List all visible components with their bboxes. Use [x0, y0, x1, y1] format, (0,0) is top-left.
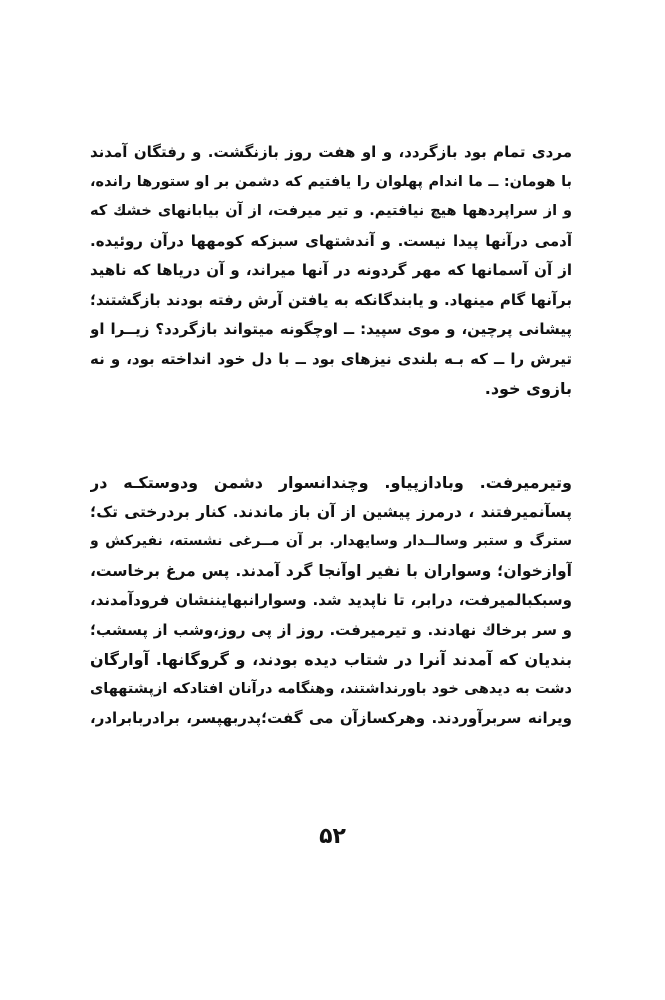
text-line: برآنها گام مینهاد. و یابندگانکه به یافتن آرش رفته بودند بازگشتند؛: [90, 290, 572, 309]
text-line: و سر برخاك نهادند. و تیرمیرفت. روز از پی روز،وشب از پسشب؛: [90, 620, 572, 639]
text-line: پیشانی پرچین، و موی سپید: ــ اوچگونه میتواند بازگردد؟ زیــرا او: [90, 320, 572, 338]
text-line: از آن آسمانها که مهر گردونه در آنها میراند، و آن دریاها که ناهید: [90, 261, 572, 279]
text-line: پسآنمیرفتند ، درمرز پیشین از آن باز ماندند. کنار بردرختی تک؛: [90, 502, 572, 521]
text-line: مردی تمام بود بازگردد، و او هفت روز بازنگشت. و رفتگان آمدند: [90, 143, 572, 161]
text-line: وتیرمیرفت. وبادازپیاو. وچندانسوار دشمن ودوستکـه در: [90, 473, 572, 492]
text-line: دشت به دیدهی خود باورنداشتند، وهنگامه درآنان افتادکه ازپشتههای: [90, 680, 572, 697]
text-line: بندیان که آمدند آنرا در شتاب دیده بودند، و گروگانها. آوارگان: [90, 650, 572, 669]
text-line: و از سراپردهها هیچ نیافتیم. و تیر میرفت، از آن بیابانهای خشك که: [90, 203, 572, 219]
paragraph-1: [90, 138, 572, 404]
text-line: سترگ و ستبر وسالــدار وسایهدار. بر آن مــرغی نشسته، نفیرکش و: [90, 533, 572, 549]
text-line: بازوی خود.: [484, 379, 572, 398]
text-line: آوازخوان؛ وسواران با نفیر اوآنجا گرد آمدند. پس مرغ برخاست،: [90, 561, 572, 580]
text-line: ویرانه سربرآوردند. وهرکسازآن می گفت؛پدربهپسر، برادربابرادر،: [90, 709, 572, 727]
text-line: تیرش را ــ که بـه بلندی نیزهای بود ــ با دل خود انداخته بود، و نه: [90, 349, 572, 368]
page-number: ۵۲: [319, 824, 346, 849]
text-line: وسبکبالمیرفت، درابر، تا ناپدید شد. وسوارانبهایننشان فرودآمدند،: [90, 591, 572, 609]
text-line: آدمی درآنها پیدا نیست. و آندشتهای سبزکه کومهها درآن روئیده.: [90, 231, 572, 250]
text-line: با هومان: ــ ما اندام پهلوان را یافتیم که دشمن بر او ستورها رانده،: [90, 173, 572, 190]
paragraph-2: [90, 468, 572, 734]
